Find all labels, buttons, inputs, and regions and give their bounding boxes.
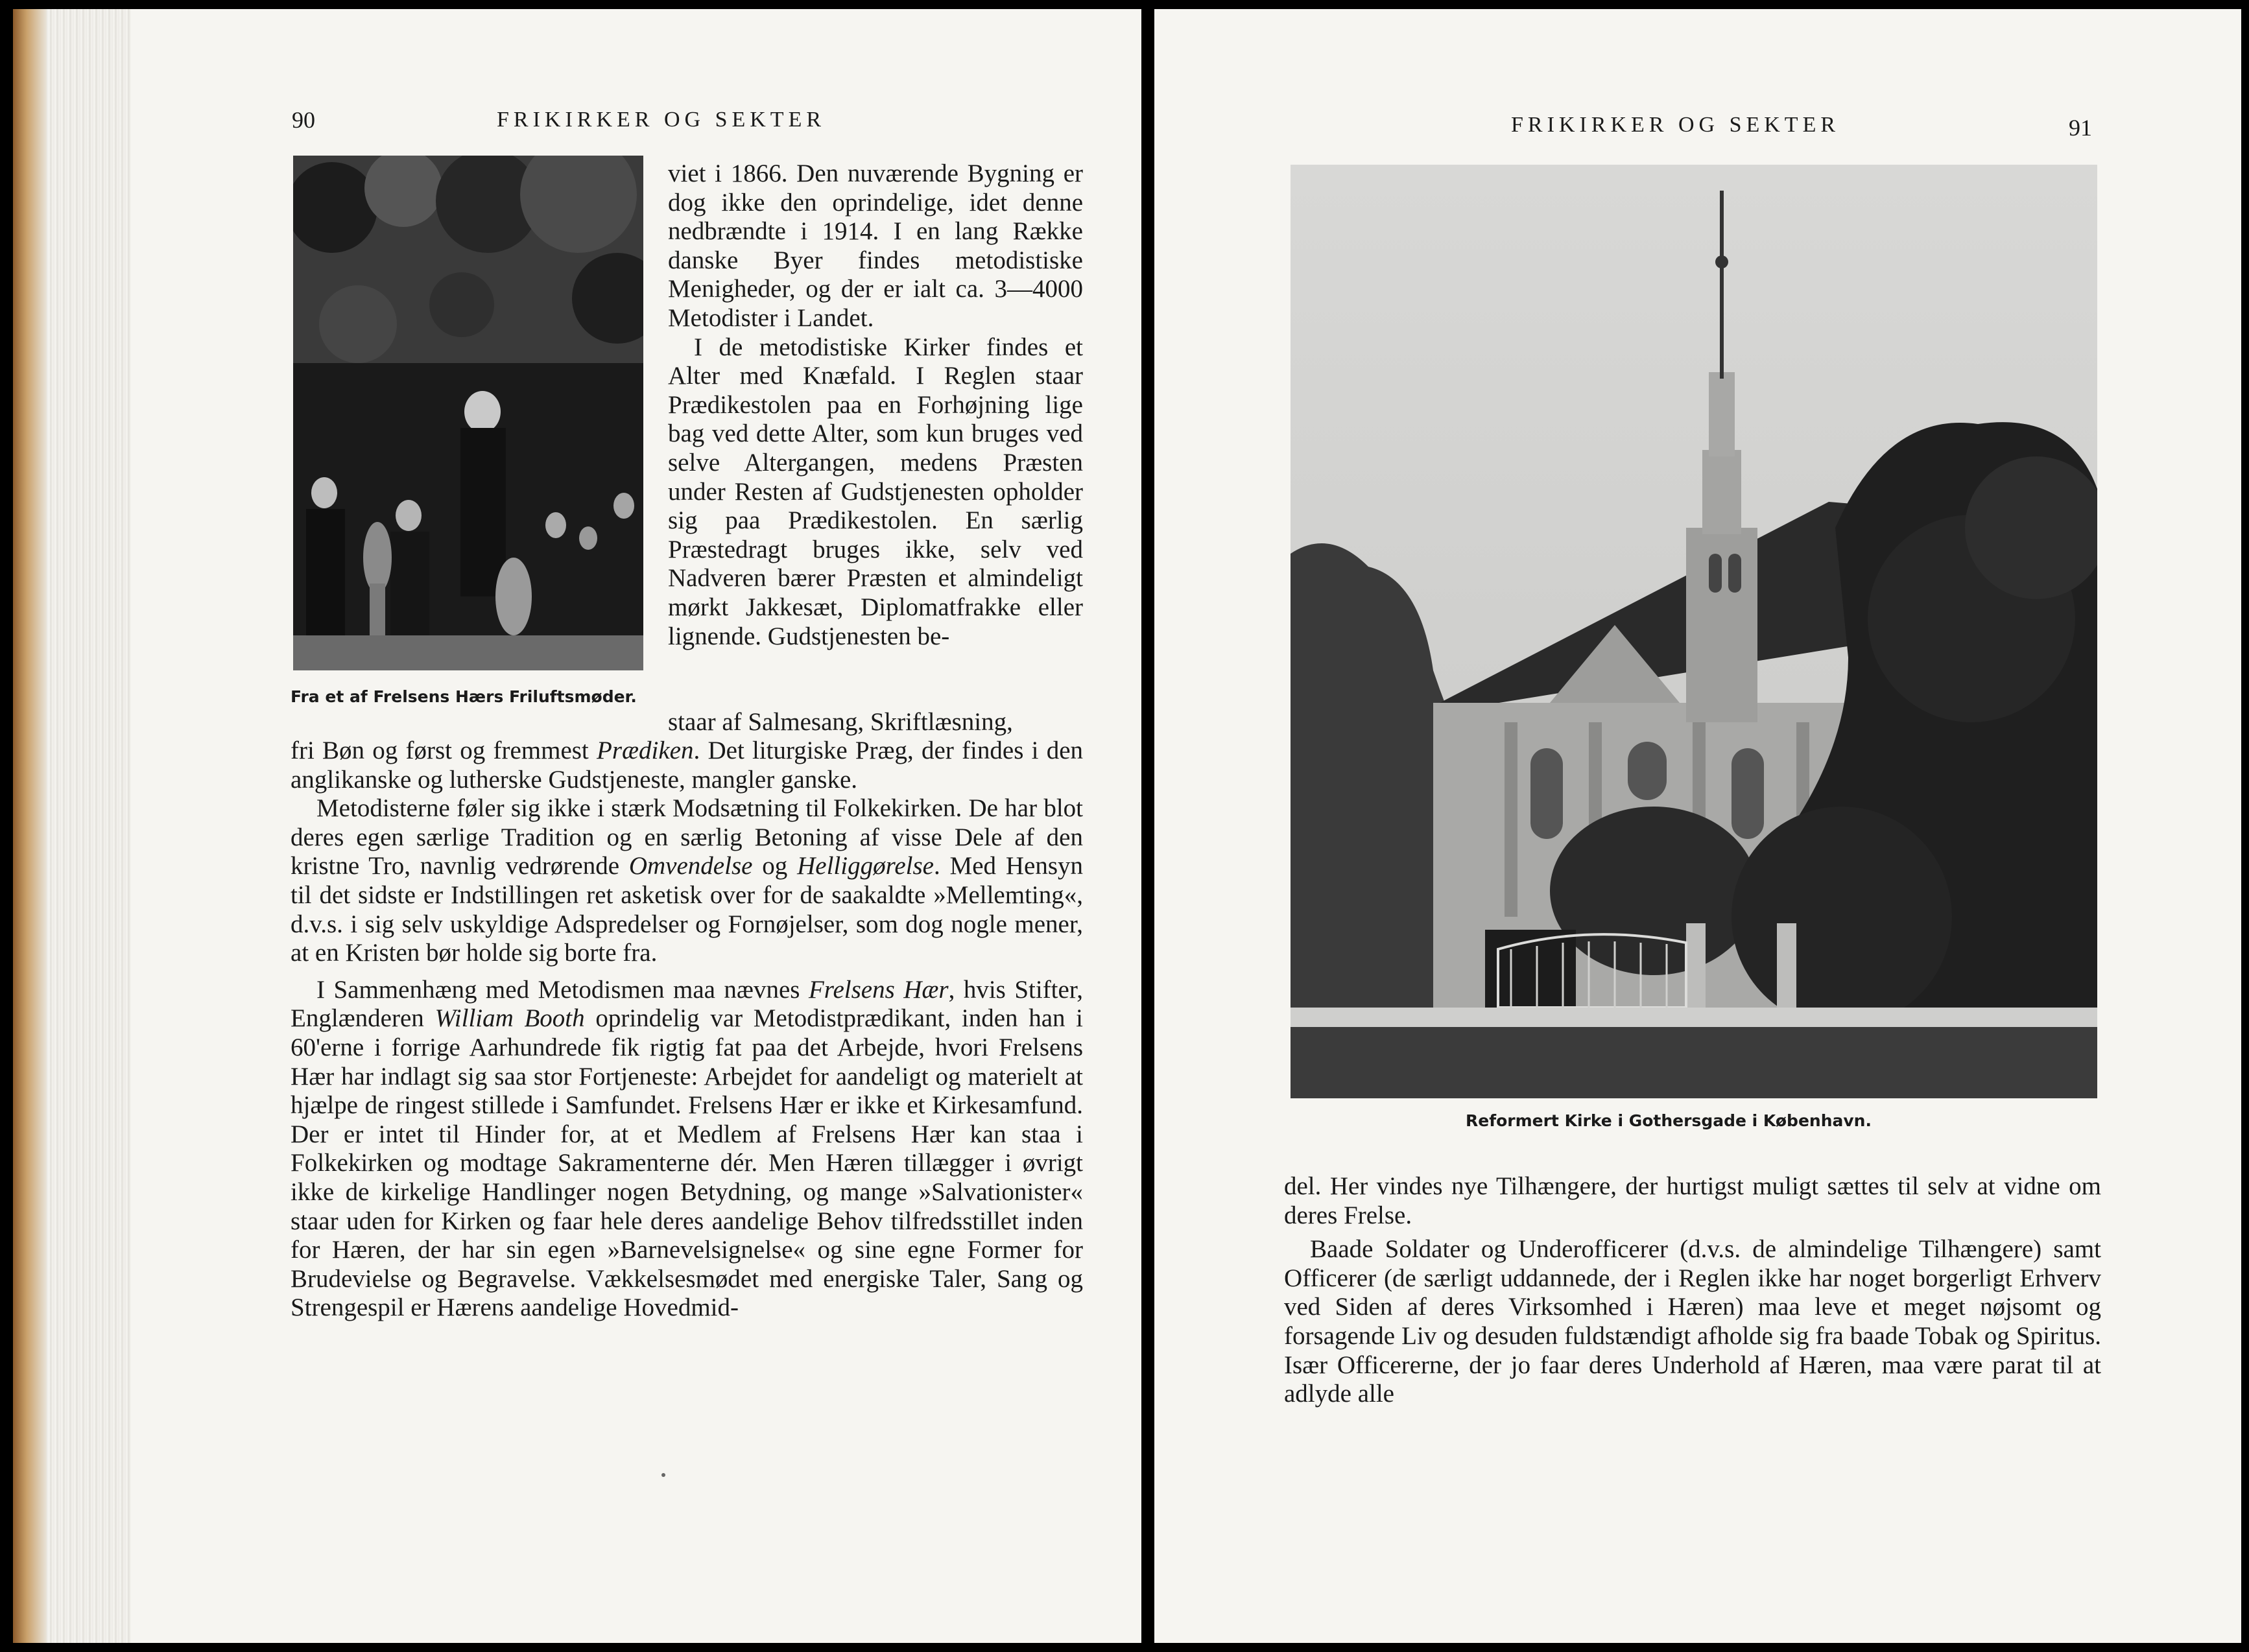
text-full-width bbox=[291, 737, 1083, 1323]
text-span: , hvis Stifter, Englænderen bbox=[291, 975, 1084, 1033]
paragraph-methodist-building: viet i 1866. Den nuværende Bygning er dog ikke den oprindelige, idet denne nedbrændte i 1914. I en lang Række danske Byer findes metodistiske Menigheder, og der er ialt ca. 3—4000 Metodister i Landet. bbox=[668, 159, 1083, 332]
running-head-left: FRIKIRKER OG SEKTER bbox=[497, 108, 826, 132]
emphasis-omvendelse: Omvendelse bbox=[628, 852, 753, 880]
text-column-beside-photo bbox=[668, 159, 1083, 651]
emphasis-praediken: Prædiken bbox=[597, 737, 694, 764]
page-number-left: 90 bbox=[292, 107, 315, 133]
book-spine-edge bbox=[13, 9, 47, 1643]
photo-salvation-army-meeting bbox=[293, 156, 643, 670]
paragraph-frelsens-haer bbox=[291, 976, 1083, 1323]
page-number-right: 91 bbox=[2069, 115, 2092, 141]
text-line-continuation: staar af Salmesang, Skriftlæsning, bbox=[668, 708, 1013, 736]
text-span: Metodisterne føler sig ikke i stærk Modsætning til Folkekirken. De har blot deres egen særlige Tradition og en særlig Betoning af visse Dele af den kristne Tro, navnlig vedrørende bbox=[291, 794, 1083, 880]
photo-caption-left: Fra et af Frelsens Hærs Friluftsmøder. bbox=[291, 687, 637, 706]
photo-caption-right: Reformert Kirke i Gothersgade i København. bbox=[1466, 1111, 1872, 1130]
emphasis-william-booth: William Booth bbox=[434, 1004, 585, 1033]
text-span: fri Bøn og først og fremmest bbox=[291, 737, 597, 764]
text-span: I Sammenhæng med Metodismen maa nævnes bbox=[316, 975, 809, 1004]
left-page bbox=[13, 9, 1141, 1643]
text-span: . Det liturgiske Præg, der findes i den anglikanske og lutherske Gudstjeneste, mangler ganske. bbox=[291, 737, 1083, 794]
ink-speck bbox=[661, 1473, 665, 1477]
emphasis-helliggorelse: Helliggørelse bbox=[797, 852, 934, 880]
text-right-page bbox=[1284, 1172, 2101, 1409]
church-illustration bbox=[1291, 165, 2097, 1098]
paragraph-methodist-altar: I de metodistiske Kirker findes et Alter med Knæfald. I Reglen staar Prædikestolen paa en Forhøjning lige bag ved dette Alter, som kun bruges ved selve Altergangen, medens Præsten under Resten af Gudstjenesten opholder sig paa Prædikestolen. En særlig Præstedragt bruges ikke, selv ved Nadveren bærer Præsten et almindeligt mørkt Jakkesæt, Diplomatfrakke eller lignende. Gudstjenesten be- bbox=[668, 333, 1083, 650]
text-span: og bbox=[752, 852, 798, 880]
photo-illustration bbox=[293, 156, 643, 670]
page-stack-edge bbox=[47, 9, 131, 1643]
paragraph-new-followers: del. Her vindes nye Tilhængere, der hurtigst muligt sættes til selv at vidne om deres Frelse. bbox=[1284, 1172, 2101, 1229]
text-span: oprindelig var Metodistprædikant, inden han i 60'erne i forrige Aarhundrede fik rigtig fat paa det Arbejde, hvori Frelsens Hær har indlagt sig saa stor Fortjeneste: Arbejdet for aandeligt og materielt at hjælpe de ringest stillede i Samfundet. Frelsens Hær er ikke et Kirkesamfund. Der er intet til Hinder for, at et Medlem af Frelsens Hær kan staa i Folkekirken og modtage Sakramenterne dér. Men Hæren tillægger i øvrigt ikke de kirkelige Handlinger nogen Betydning, og mange »Salvationister« staar uden for Kirken og faar hele deres aandelige Behov tilfredsstillet inden for Hæren, der har sin egen »Barnevelsignelse« og sine egne Former for Brudevielse og Begravelse. Vækkelsesmødet med energiske Taler, Sang og Strengespil er Hærens aandelige Hovedmid- bbox=[291, 1004, 1084, 1322]
photo-reformed-church bbox=[1291, 165, 2097, 1098]
text-span: . Med Hensyn til det sidste er Indstillingen ret asketisk over for de saakaldte »Mellemting«, d.v.s. i sig selv uskyldige Adspredelser og Fornøjelser, som dog nogle mener, at en Kristen bør holde sig borte fra. bbox=[291, 852, 1084, 967]
running-head-right: FRIKIRKER OG SEKTER bbox=[1511, 113, 1840, 137]
paragraph-soldiers-officers: Baade Soldater og Underofficerer (d.v.s. de almindelige Tilhængere) samt Officerer (de særligt uddannede, der i Reglen ikke har noget borgerligt Erhverv ved Siden af deres Virksomhed i Hæren) maa leve et meget nøjsomt og forsagende Liv og desuden fuldstændigt afholde sig fra baade Tobak og Spiritus. Især Officererne, der jo faar deres Underhold af Hæren, maa være parat til at adlyde alle bbox=[1284, 1235, 2101, 1408]
paragraph-liturgy bbox=[291, 737, 1083, 794]
paragraph-methodists-folkekirken bbox=[291, 794, 1083, 968]
right-page bbox=[1154, 9, 2241, 1643]
emphasis-frelsens-haer: Frelsens Hær bbox=[808, 975, 949, 1004]
